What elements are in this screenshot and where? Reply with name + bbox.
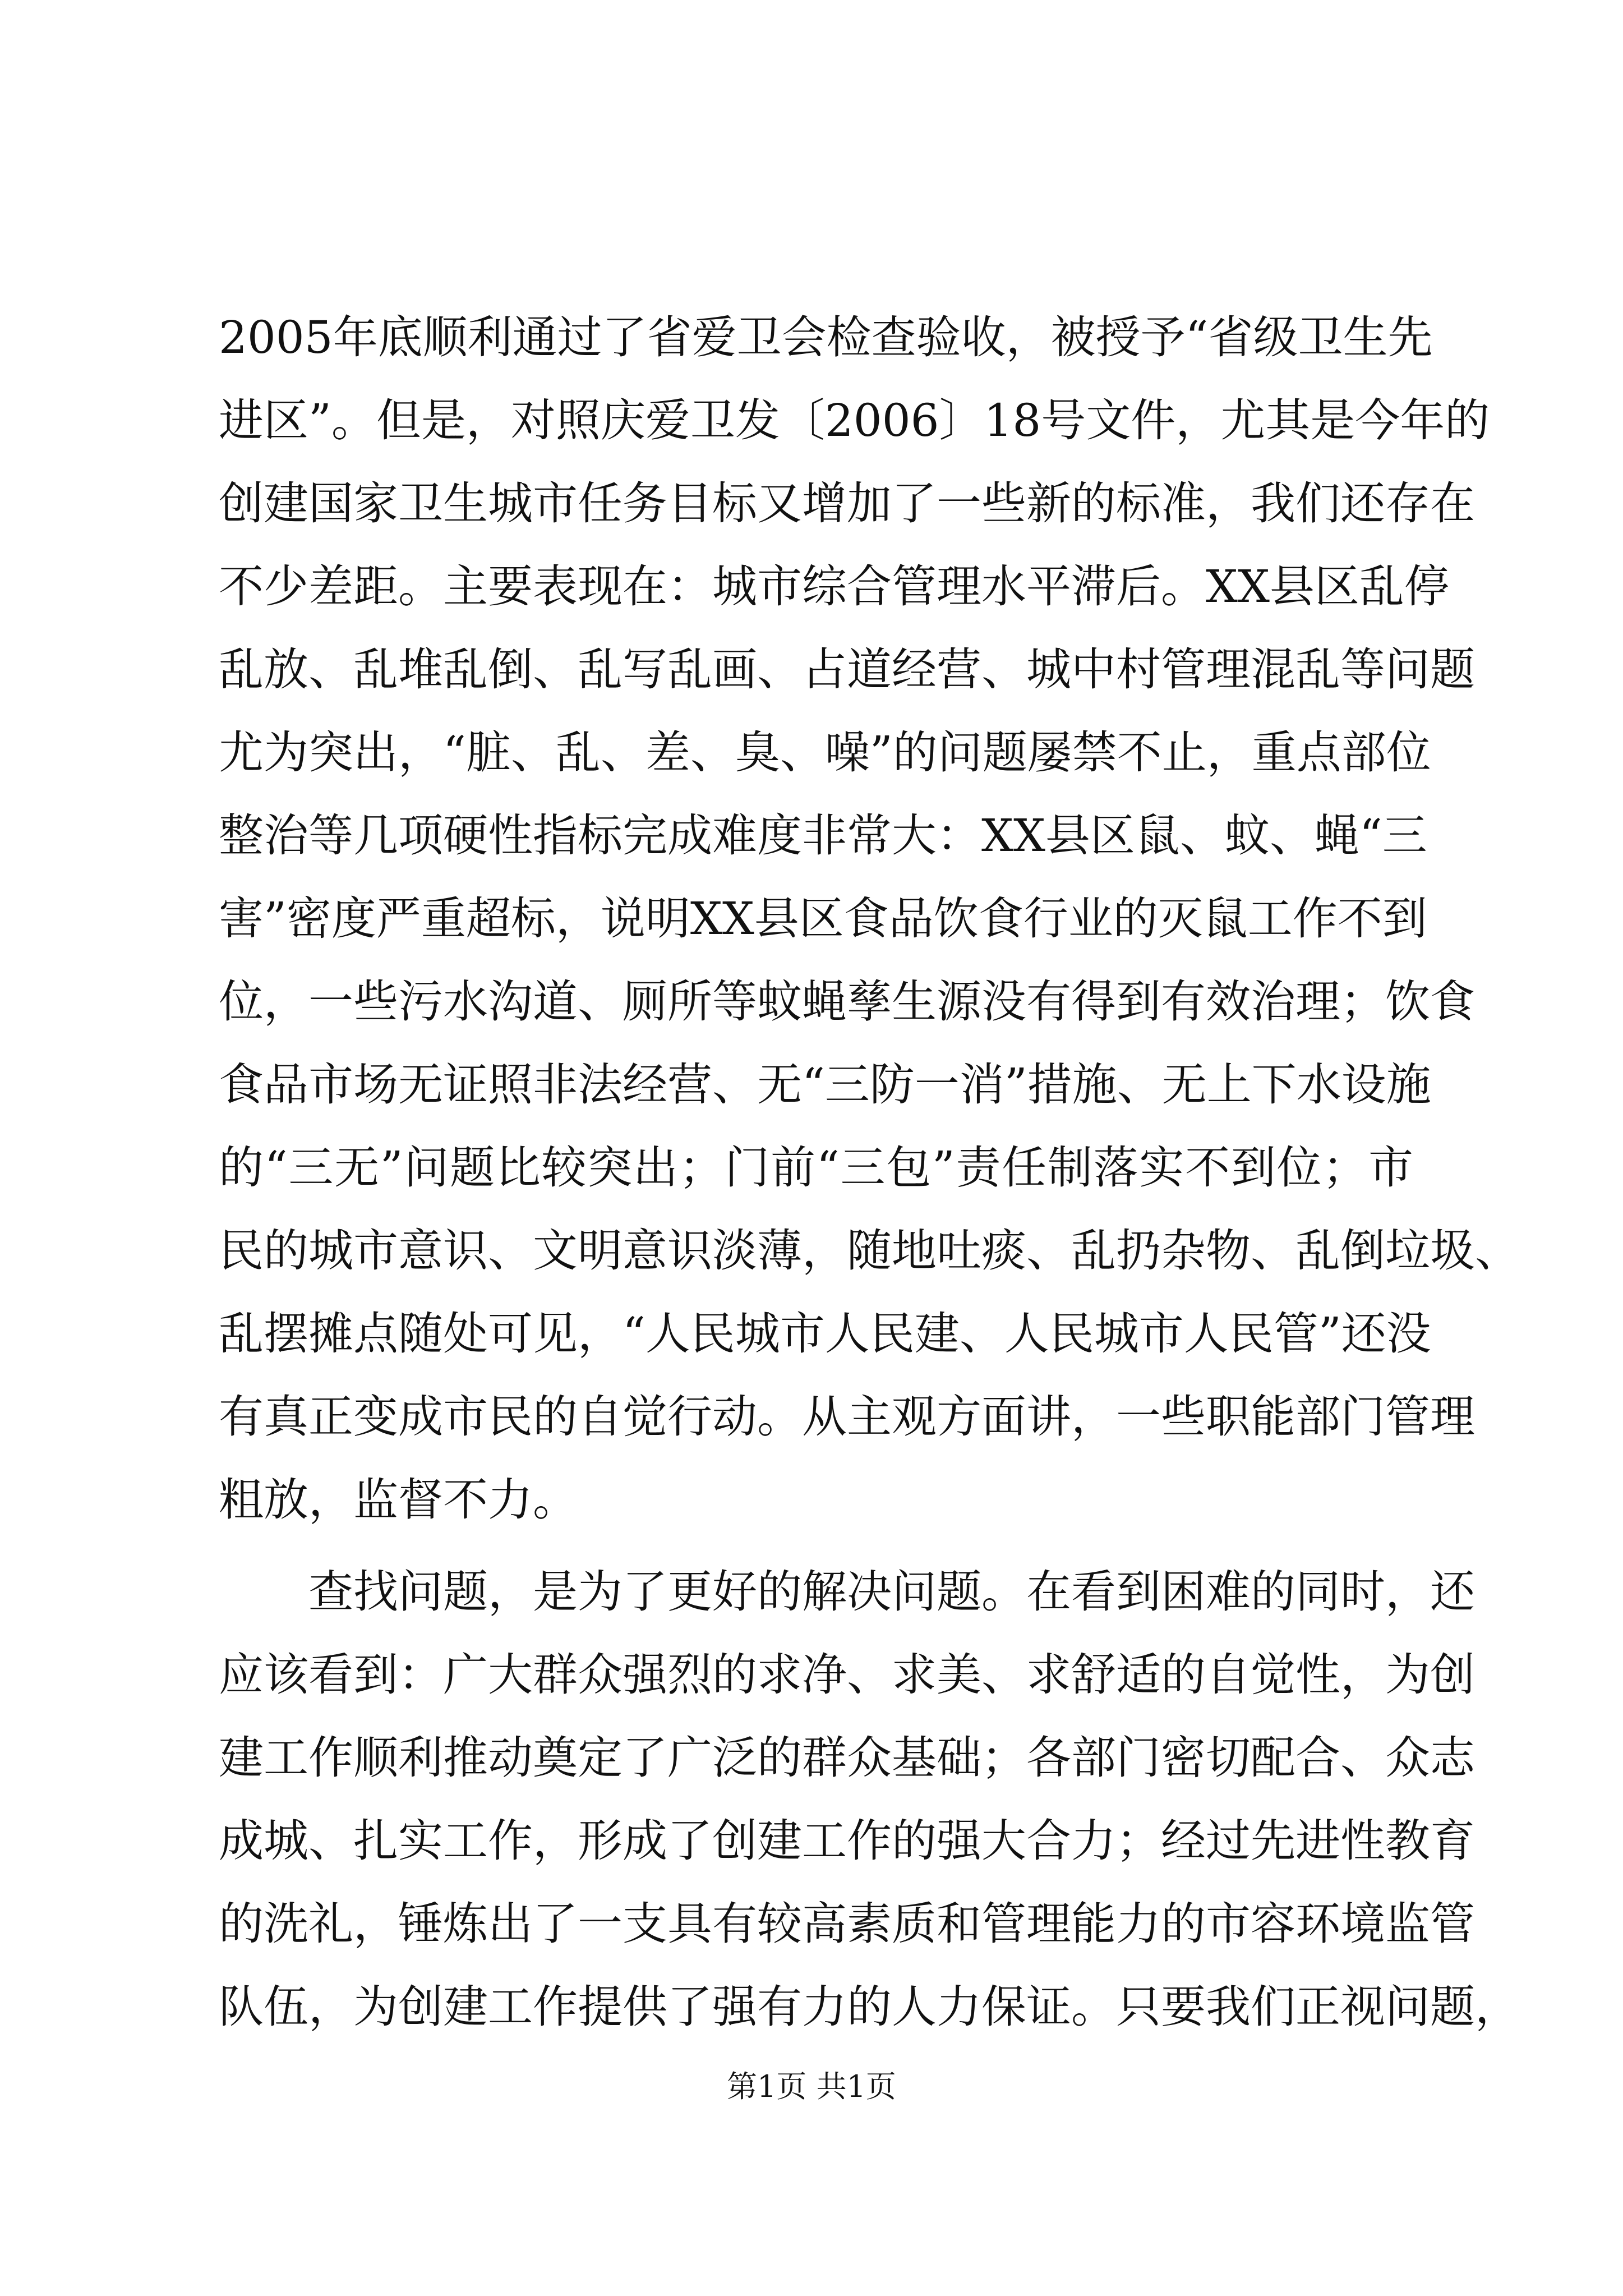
paragraph-1: [219, 296, 1520, 1542]
text-line: 民的城市意识、文明意识淡薄，随地吐痰、乱扔杂物、乱倒垃圾、: [219, 1225, 1520, 1277]
text-line: 建工作顺利推动奠定了广泛的群众基础；各部门密切配合、众志: [219, 1732, 1475, 1784]
text-line: 乱摆摊点随处可见，“人民城市人民建、人民城市人民管”还没: [219, 1308, 1431, 1360]
text-line: 食品市场无证照非法经营、无“三防一消”措施、无上下水设施: [219, 1059, 1431, 1111]
text-line: 尤为突出，“脏、乱、差、臭、噪”的问题屡禁不止，重点部位: [219, 726, 1431, 779]
text-line: 应该看到：广大群众强烈的求净、求美、求舒适的自觉性，为创: [219, 1649, 1475, 1701]
text-line: 粗放，监督不力。: [219, 1474, 578, 1526]
text-line: 进区”。但是，对照庆爱卫发〔2006〕18号文件，尤其是今年的: [219, 394, 1490, 447]
text-line: 的“三无”问题比较突出；门前“三包”责任制落实不到位；市: [219, 1142, 1413, 1194]
text-line: 创建国家卫生城市任务目标又增加了一些新的标准，我们还存在: [219, 477, 1475, 530]
text-line: 成城、扎实工作，形成了创建工作的强大合力；经过先进性教育: [219, 1815, 1475, 1867]
paragraph-2: [219, 1550, 1520, 2049]
text-line: 不少差距。主要表现在：城市综合管理水平滞后。XX县区乱停: [219, 560, 1449, 613]
page-footer: [0, 2070, 1623, 2104]
text-line: 位，一些污水沟道、厕所等蚊蝇孳生源没有得到有效治理；饮食: [219, 976, 1475, 1028]
text-line: 2005年底顺利通过了省爱卫会检查验收，被授予“省级卫生先: [219, 311, 1433, 364]
text-line: 害”密度严重超标，说明XX县区食品饮食行业的灭鼠工作不到: [219, 892, 1427, 945]
text-line: 查找问题，是为了更好的解决问题。在看到困难的同时，还: [308, 1566, 1475, 1618]
text-line: 有真正变成市民的自觉行动。从主观方面讲，一些职能部门管理: [219, 1391, 1475, 1443]
page-number-label: 第1页 共1页: [727, 2069, 896, 2104]
text-line: 的洗礼，锤炼出了一支具有较高素质和管理能力的市容环境监管: [219, 1898, 1475, 1950]
text-line: 队伍，为创建工作提供了强有力的人力保证。只要我们正视问题，: [219, 1981, 1520, 2033]
paragraph-spacing: [219, 1542, 1413, 1550]
text-line: 乱放、乱堆乱倒、乱写乱画、占道经营、城中村管理混乱等问题: [219, 643, 1475, 696]
text-line: 整治等几项硬性指标完成难度非常大：XX县区鼠、蚊、蝇“三: [219, 809, 1427, 862]
document-body: [219, 296, 1520, 2049]
